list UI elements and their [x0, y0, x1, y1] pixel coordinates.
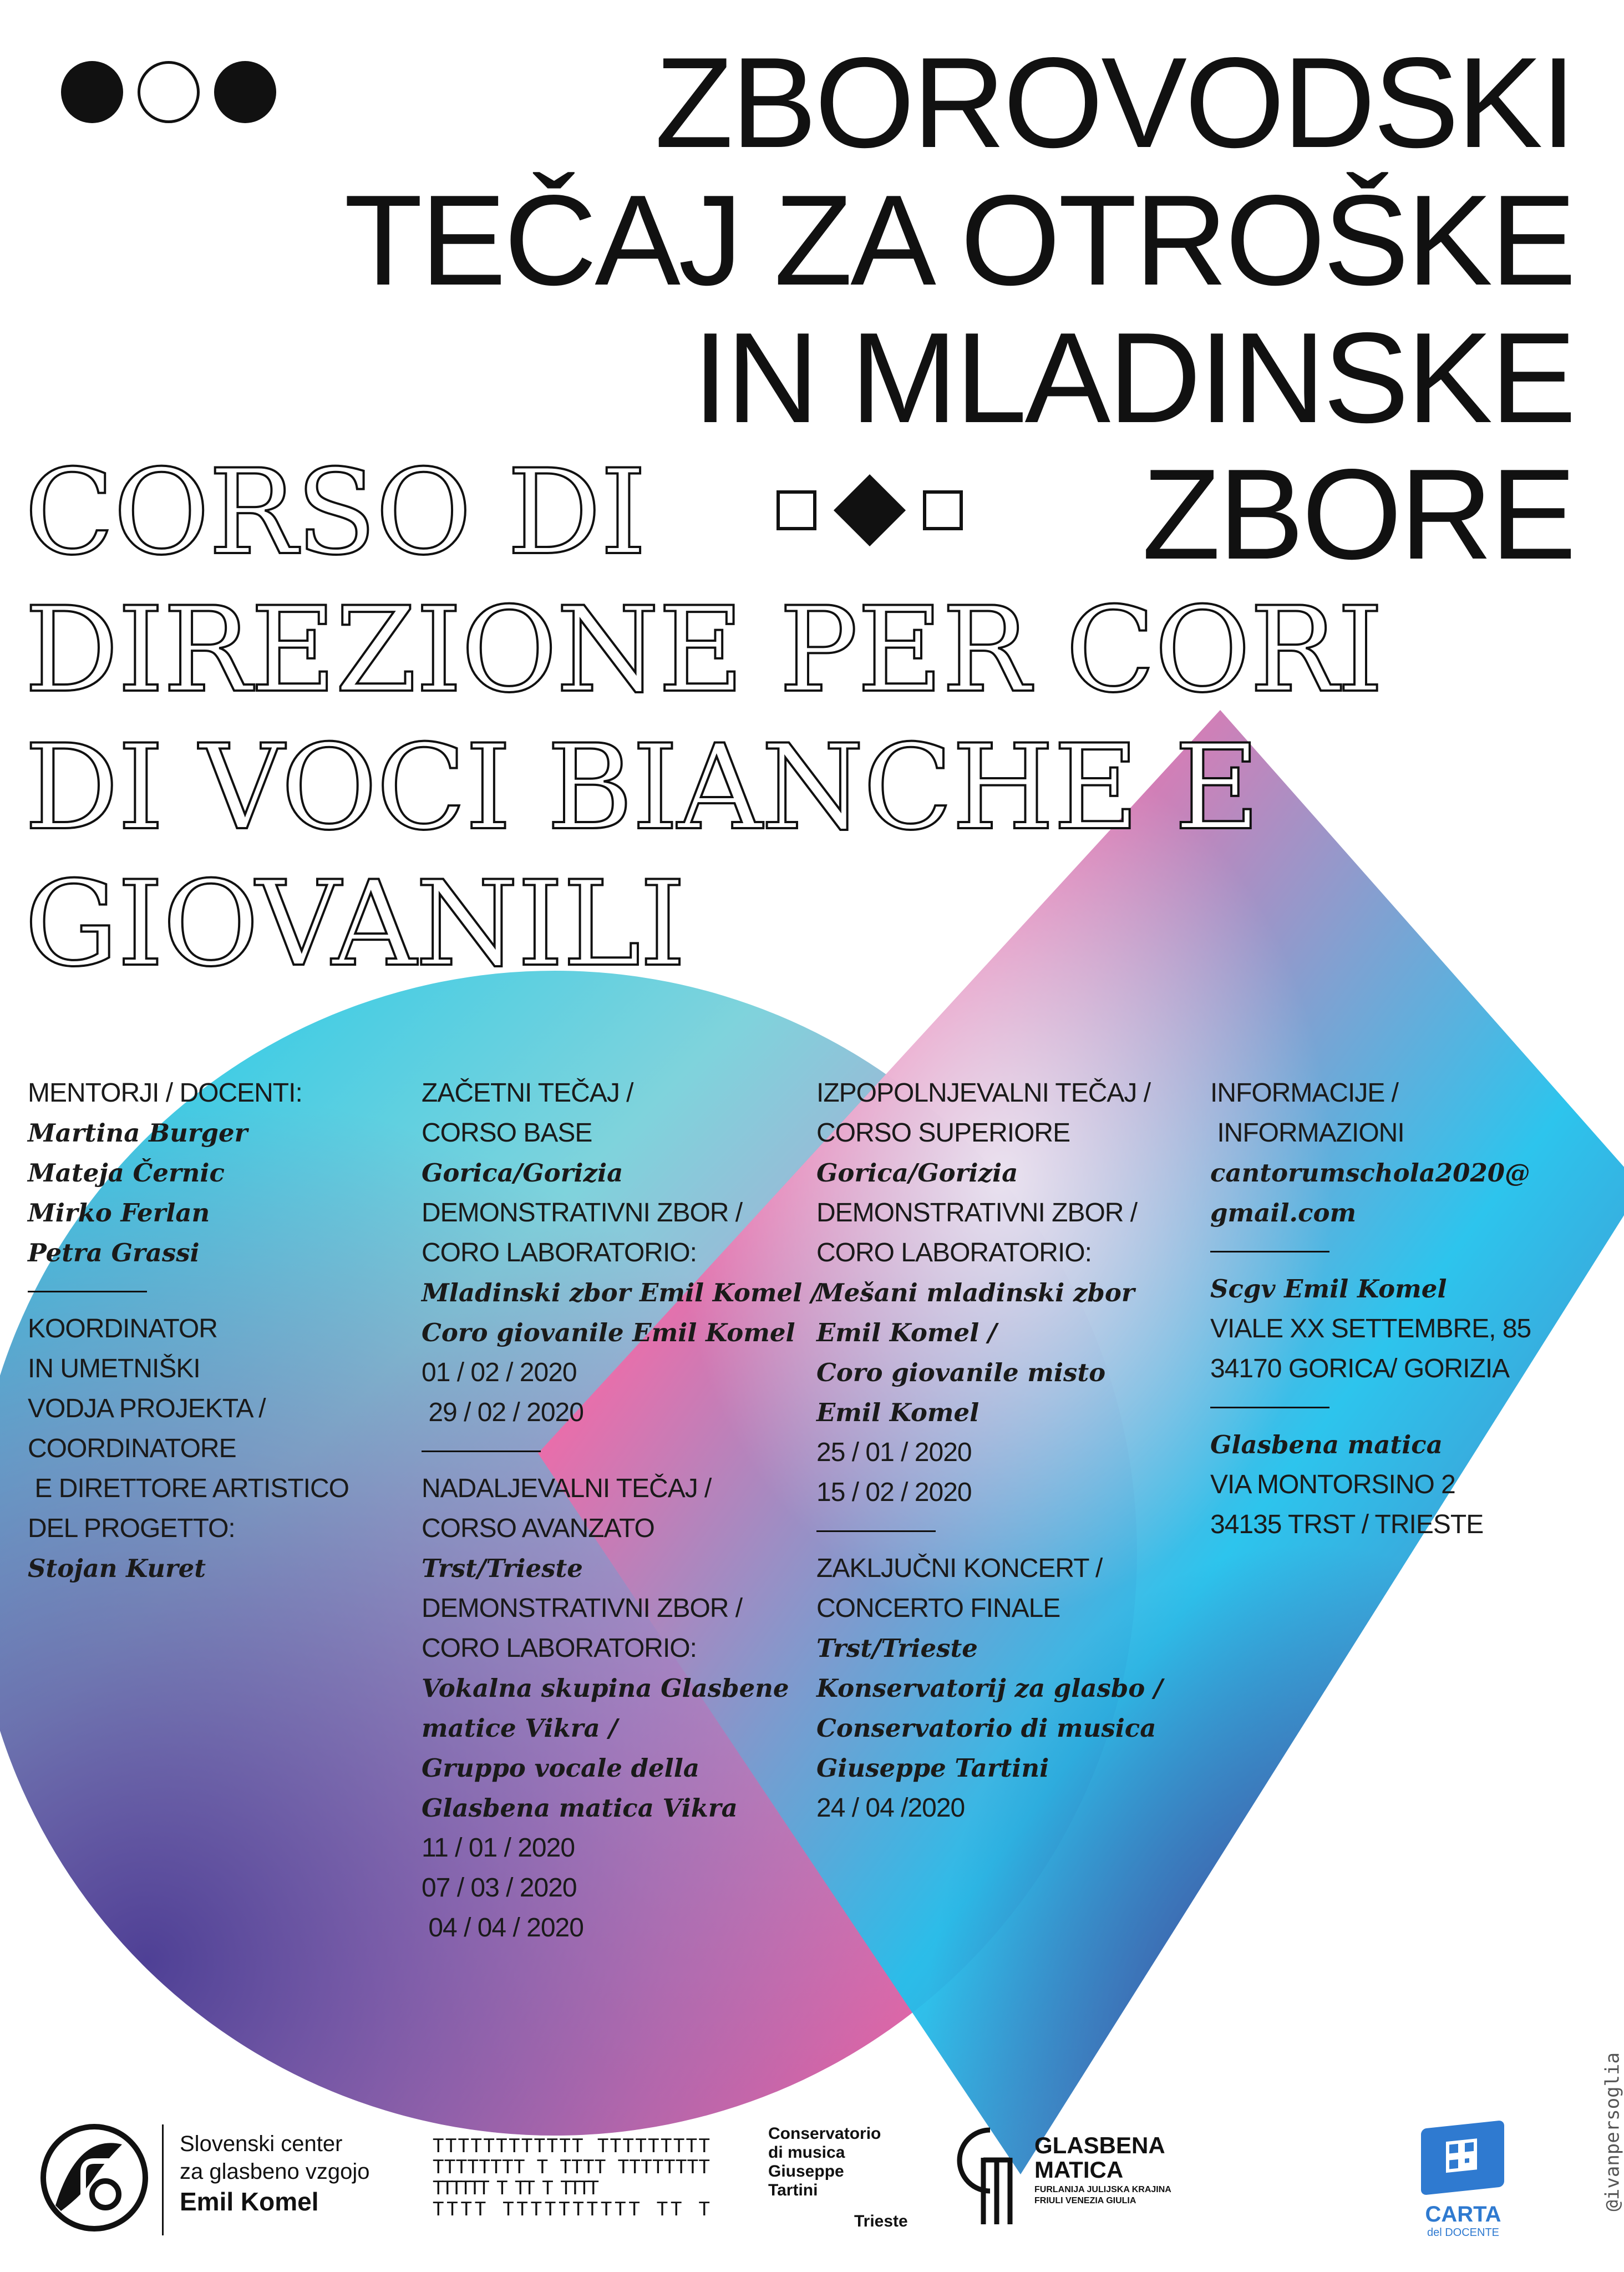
basic-date: 29 / 02 / 2020: [422, 1398, 583, 1427]
basic-choir: Coro giovanile Emil Komel: [422, 1318, 795, 1347]
concert-heading: ZAKLJUČNI KONCERT /: [816, 1554, 1103, 1583]
conservatorio-line: Tartini: [768, 2181, 818, 2199]
info-column: [1210, 1073, 1531, 1545]
t-pattern-row: TTTTTTTT T TTTT TTTTTTTT: [433, 2156, 710, 2178]
org1-name: Scgv Emil Komel: [1210, 1274, 1447, 1304]
divider: [1210, 1407, 1329, 1408]
conservatorio-line: Conservatorio: [768, 2124, 881, 2143]
advanced-heading: NADALJEVALNI TEČAJ /: [422, 1474, 712, 1503]
superior-heading: CORSO SUPERIORE: [816, 1118, 1070, 1148]
mentor-name: Martina Burger: [28, 1118, 248, 1148]
glasbena-matica-logo[interactable]: [951, 2113, 1195, 2241]
square-outline-icon: [777, 490, 816, 530]
title-it-line-2: DIREZIONE PER CORI: [24, 581, 1383, 718]
org1-address: 34170 GORICA/ GORIZIA: [1210, 1354, 1510, 1383]
logo-divider: [162, 2124, 164, 2235]
komel-text: [180, 2130, 369, 2215]
basic-heading: ZAČETNI TEČAJ /: [422, 1078, 633, 1108]
carta-del-docente-logo[interactable]: [1413, 2113, 1524, 2241]
title-it-line-3: DI VOCI BIANCHE E: [24, 719, 1259, 856]
conservatorio-text: [768, 2124, 881, 2200]
concert-venue: Konservatorij za glasbo /: [816, 1673, 1163, 1703]
carta-subtitle: del DOCENTE: [1427, 2227, 1500, 2239]
mentors-heading: MENTORJI / DOCENTI:: [28, 1078, 302, 1108]
superior-heading: IZPOPOLNJEVALNI TEČAJ /: [816, 1078, 1151, 1108]
concert-place: Trst/Trieste: [816, 1634, 978, 1663]
superior-choir: Emil Komel: [816, 1398, 980, 1427]
advanced-place: Trst/Trieste: [422, 1554, 583, 1583]
filled-dot: [214, 61, 276, 123]
coordinator-label: IN UMETNIŠKI: [28, 1354, 200, 1383]
komel-line: za glasbeno vzgojo: [180, 2159, 370, 2184]
conservatorio-line: Giuseppe: [768, 2162, 844, 2180]
advanced-date: 04 / 04 / 2020: [422, 1913, 583, 1943]
mentors-column: [28, 1073, 349, 1589]
info-heading: INFORMACIJE /: [1210, 1078, 1399, 1108]
advanced-demo-label: DEMONSTRATIVNI ZBOR /: [422, 1594, 743, 1623]
basic-advanced-column: [422, 1073, 820, 1948]
org2-address: 34135 TRST / TRIESTE: [1210, 1510, 1484, 1539]
superior-date: 15 / 02 / 2020: [816, 1478, 972, 1507]
basic-heading: CORSO BASE: [422, 1118, 592, 1148]
org1-address: VIALE XX SETTEMBRE, 85: [1210, 1314, 1531, 1343]
designer-credit: @ivanpersoglia: [1602, 2052, 1624, 2212]
komel-line: Slovenski center: [180, 2132, 343, 2156]
info-heading: INFORMAZIONI: [1210, 1118, 1404, 1148]
t-pattern-row: TTTTTTTTTTTT TTTTTTTTT: [433, 2135, 710, 2157]
concert-venue: Giuseppe Tartini: [816, 1753, 1049, 1783]
title-sl-line-3: IN MLADINSKE: [692, 306, 1574, 450]
matica-line: MATICA: [1034, 2157, 1124, 2183]
divider: [422, 1451, 541, 1452]
dots-decoration: [61, 61, 276, 123]
basic-date: 01 / 02 / 2020: [422, 1358, 577, 1387]
email-link[interactable]: cantorumschola2020@: [1210, 1158, 1530, 1188]
title-sl-line-2: TEČAJ ZA OTROŠKE: [344, 169, 1574, 312]
concert-heading: CONCERTO FINALE: [816, 1594, 1060, 1623]
card-icon: [1421, 2120, 1504, 2195]
conservatorio-line: di musica: [768, 2143, 845, 2162]
advanced-choir: Gruppo vocale della: [422, 1753, 700, 1783]
basic-demo-label: CORO LABORATORIO:: [422, 1238, 697, 1267]
coordinator-label: VODJA PROJEKTA /: [28, 1394, 266, 1423]
diamond-icon: [834, 474, 906, 546]
square-outline-icon: [923, 490, 963, 530]
advanced-choir: Glasbena matica Vikra: [422, 1793, 738, 1823]
komel-logo-block[interactable]: [39, 2113, 394, 2241]
email-link[interactable]: gmail.com: [1210, 1198, 1357, 1228]
title-it-line-4: GIOVANILI: [24, 855, 685, 992]
org2-name: Glasbena matica: [1210, 1430, 1443, 1459]
t-pattern-logo[interactable]: [433, 2136, 721, 2224]
t-pattern-row: TTTTTT T TT T TTTT: [433, 2177, 599, 2199]
mentor-name: Petra Grassi: [28, 1238, 200, 1267]
coordinator-label: COORDINATORE: [28, 1434, 236, 1463]
superior-place: Gorica/Gorizia: [816, 1158, 1018, 1188]
org2-address: VIA MONTORSINO 2: [1210, 1470, 1455, 1499]
advanced-date: 07 / 03 / 2020: [422, 1873, 577, 1903]
shapes-decoration: [777, 485, 963, 536]
coordinator-label: E DIRETTORE ARTISTICO: [28, 1474, 349, 1503]
coordinator-label: DEL PROGETTO:: [28, 1514, 235, 1543]
matica-subtitle: [1034, 2184, 1171, 2207]
title-sl-line-4: ZBORE: [1141, 443, 1574, 586]
divider: [1210, 1251, 1329, 1252]
concert-date: 24 / 04 /2020: [816, 1793, 965, 1823]
basic-demo-label: DEMONSTRATIVNI ZBOR /: [422, 1198, 743, 1228]
matica-emblem-icon: [951, 2124, 1029, 2230]
matica-sub-line: FRIULI VENEZIA GIULIA: [1034, 2196, 1136, 2205]
conservatorio-logo[interactable]: [768, 2113, 935, 2241]
advanced-choir: Vokalna skupina Glasbene: [422, 1673, 789, 1703]
concert-venue: Conservatorio di musica: [816, 1713, 1156, 1743]
title-sl-line-1: ZBOROVODSKI: [654, 31, 1574, 175]
matica-line: GLASBENA: [1034, 2132, 1165, 2158]
advanced-choir: matice Vikra /: [422, 1713, 618, 1743]
matica-title: [1034, 2133, 1165, 2182]
superior-choir: Emil Komel /: [816, 1318, 997, 1347]
advanced-date: 11 / 01 / 2020: [422, 1833, 575, 1863]
t-pattern-row: TTTT TTTTTTTTTT TT T: [433, 2198, 710, 2220]
filled-dot: [61, 61, 123, 123]
divider: [816, 1530, 936, 1532]
advanced-heading: CORSO AVANZATO: [422, 1514, 654, 1543]
qr-icon: [1446, 2138, 1477, 2173]
empty-dot: [138, 61, 200, 123]
title-it-line-1: CORSO DI: [24, 444, 646, 581]
superior-demo-label: DEMONSTRATIVNI ZBOR /: [816, 1198, 1138, 1228]
komel-name: Emil Komel: [180, 2187, 319, 2216]
superior-demo-label: CORO LABORATORIO:: [816, 1238, 1092, 1267]
coordinator-label: KOORDINATOR: [28, 1314, 217, 1343]
superior-choir: Coro giovanile misto: [816, 1358, 1106, 1387]
conservatorio-city: Trieste: [854, 2212, 908, 2230]
superior-date: 25 / 01 / 2020: [816, 1438, 972, 1467]
mentor-name: Mateja Černic: [28, 1158, 225, 1188]
superior-concert-column: [816, 1073, 1163, 1828]
superior-choir: Mešani mladinski zbor: [816, 1278, 1135, 1307]
divider: [28, 1291, 147, 1292]
komel-emblem-icon: [39, 2122, 150, 2233]
advanced-demo-label: CORO LABORATORIO:: [422, 1634, 697, 1663]
coordinator-name: Stojan Kuret: [28, 1554, 206, 1583]
matica-sub-line: FURLANIJA JULIJSKA KRAJINA: [1034, 2185, 1171, 2194]
basic-choir: Mladinski zbor Emil Komel /: [422, 1278, 820, 1307]
carta-title: CARTA: [1425, 2202, 1501, 2227]
mentor-name: Mirko Ferlan: [28, 1198, 210, 1228]
basic-place: Gorica/Gorizia: [422, 1158, 623, 1188]
